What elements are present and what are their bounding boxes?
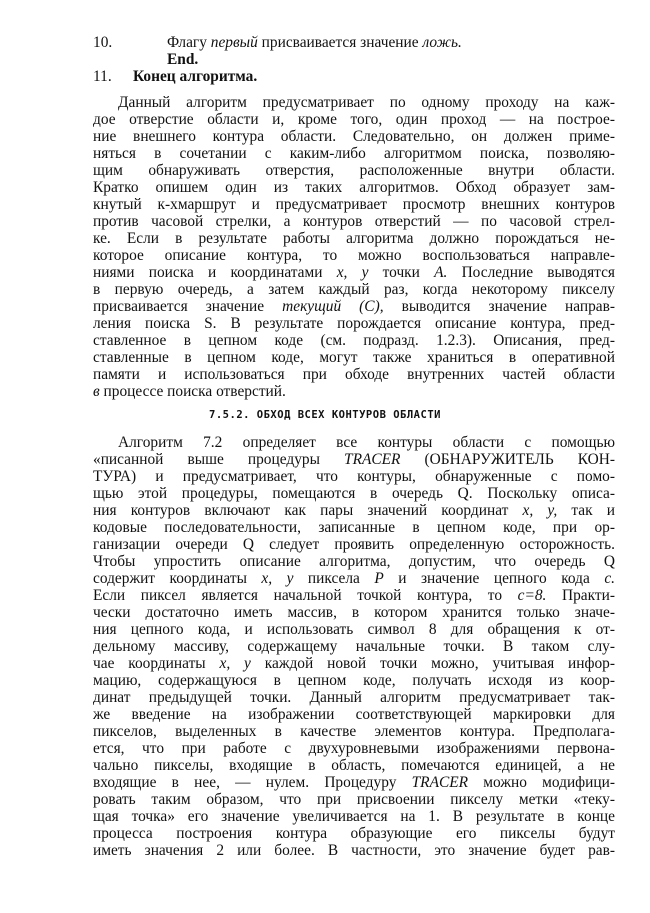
paragraph-1-line: ке. Если в результате работы алгоритма должно порождаться не-: [93, 230, 615, 247]
step-11-text: Конец алгоритма.: [133, 68, 258, 85]
paragraph-2-line: же введение на изображении соответствующей маркировки для: [93, 706, 615, 723]
paragraph-1-line: щим обнаруживать отверстия, расположенные внутри области.: [93, 162, 615, 179]
paragraph-1-line: кнутый к-хмаршрут и предусматривает просмотр внешних контуров: [93, 196, 615, 213]
paragraph-1-line: против часовой стрелки, а контуров отверстий — по часовой стрел-: [93, 213, 615, 230]
paragraph-1-line: присваивается значение текущий (С), выводится значение направ-: [93, 298, 615, 315]
paragraph-1-line: которое описание контура, то можно воспользоваться направле-: [93, 247, 615, 264]
paragraph-2-line: пикселов, выделенных в качестве элементов контура. Предполага-: [93, 723, 615, 740]
step-10-number: 10.: [93, 34, 113, 51]
paragraph-1-line: Кратко опишем один из таких алгоритмов. Обход образует зам-: [93, 179, 615, 196]
step-10-text: Флагу первый присваивается значение ложь.: [167, 34, 462, 51]
section-heading: 7.5.2. ОБХОД ВСЕХ КОНТУРОВ ОБЛАСТИ: [209, 409, 441, 421]
paragraph-1-line: ставленные в цепном коде, могут также храниться в оперативной: [93, 349, 615, 366]
paragraph-2-line: чески достаточно иметь массив, в котором хранится только значе-: [93, 604, 615, 621]
paragraph-1-line: дое отверстие области и, кроме того, один проход — на построе-: [93, 111, 615, 128]
paragraph-2-line: ния контуров включают как пары значений координат х, у, так и: [93, 502, 615, 519]
paragraph-1-line: няться в сочетании с каким-либо алгоритмом поиска, позволяю-: [93, 145, 615, 162]
paragraph-2-line: дельному массиву, содержащему начальные точки. В таком слу-: [93, 638, 615, 655]
paragraph-1-line: в первую очередь, а затем каждый раз, когда некоторому пикселу: [93, 281, 615, 298]
paragraph-1-line: ставленное в цепном коде (см. подразд. 1.2.3). Описания, пред-: [93, 332, 615, 349]
paragraph-2-line: ровать таким образом, что при присвоении пикселу метки «теку-: [93, 791, 615, 808]
paragraph-1-line: памяти и использоваться при обходе внутренних частей области: [93, 366, 615, 383]
paragraph-2-line: процесса построения контура образующие его пикселы будут: [93, 825, 615, 842]
paragraph-2-line: кодовые последовательности, записанные в цепном коде, при ор-: [93, 519, 615, 536]
paragraph-2-line: Если пиксел является начальной точкой контура, то с=8. Практи-: [93, 587, 615, 604]
paragraph-1-line: Данный алгоритм предусматривает по одному проходу на каж-: [118, 94, 615, 111]
paragraph-2-line: чально пикселы, входящие в область, помечаются единицей, а не: [93, 757, 615, 774]
paragraph-2-line: ганизации очереди Q следует проявить определенную осторожность.: [93, 536, 615, 553]
paragraph-2-line: ТУРА) и предусматривает, что контуры, обнаруженные с помо-: [93, 468, 615, 485]
paragraph-2-line: «писанной выше процедуры TRACER (ОБНАРУЖИТЕЛЬ КОН-: [93, 451, 616, 468]
step-10-end: End.: [167, 51, 199, 68]
paragraph-1-line: ниями поиска и координатами х, у точки А. Последние выводятся: [93, 264, 615, 281]
paragraph-2-line: ется, что при работе с двухуровневыми изображениями первона-: [93, 740, 615, 757]
paragraph-2-line: щая точка» его значение увеличивается на 1. В результате в конце: [93, 808, 615, 825]
paragraph-2-line: Чтобы упростить описание алгоритма, допустим, что очередь Q: [93, 553, 615, 570]
paragraph-2-line: щью этой процедуры, помещаются в очередь Q. Поскольку описа-: [93, 485, 615, 502]
paragraph-2-line: входящие в нее, — нулем. Процедуру TRACER можно модифици-: [93, 774, 615, 791]
paragraph-2-line: содержит координаты х, у пиксела Р и значение цепного кода с.: [93, 570, 616, 587]
paragraph-1-line: ления поиска S. В результате порождается описание контура, пред-: [93, 315, 615, 332]
paragraph-2-line: Алгоритм 7.2 определяет все контуры области с помощью: [118, 434, 615, 451]
paragraph-1-line: ние внешнего контура области. Следовательно, он должен приме-: [93, 128, 615, 145]
paragraph-2-line: ния цепного кода, и использовать символ 8 для обращения к от-: [93, 621, 615, 638]
paragraph-2-line: мацию, содержащуюся в цепном коде, получать исходя из коор-: [93, 672, 615, 689]
paragraph-2-line: иметь значения 2 или более. В частности, это значение будет рав-: [93, 842, 615, 859]
paragraph-2-line: чае координаты х, у каждой новой точки можно, учитывая инфор-: [93, 655, 615, 672]
step-11-number: 11.: [93, 68, 112, 85]
paragraph-2-line: динат предыдущей точки. Данный алгоритм предусматривает так-: [93, 689, 615, 706]
paragraph-1-line: в процессе поиска отверстий.: [93, 383, 286, 400]
